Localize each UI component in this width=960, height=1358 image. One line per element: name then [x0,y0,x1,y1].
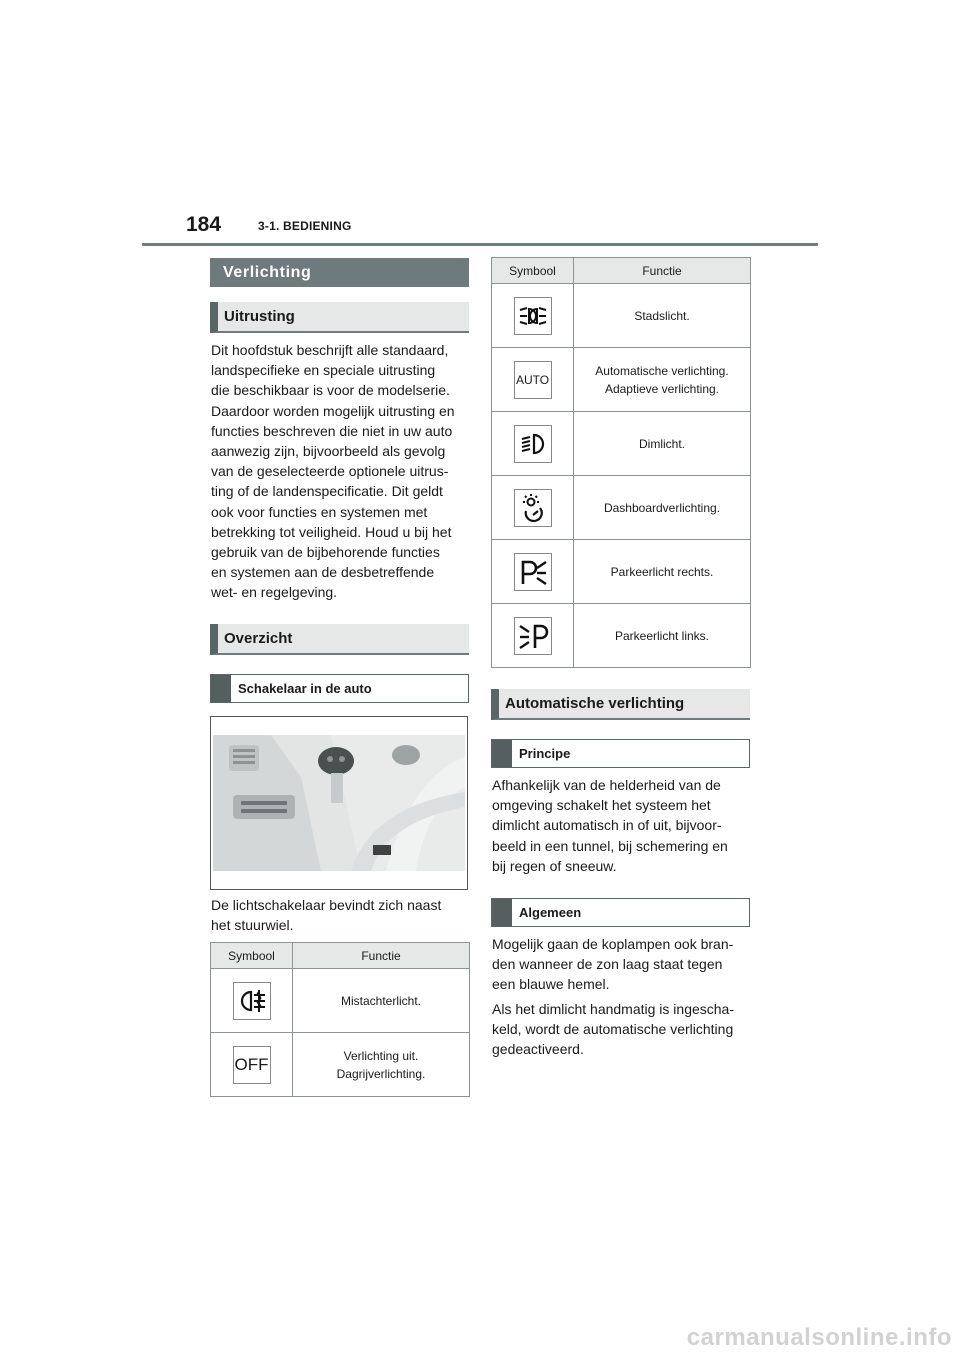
equipment-line: gebruik van de bijbehorende functies [211,544,440,561]
function-text: Stadslicht. [634,308,690,323]
function-text: Dashboardverlichting. [603,500,721,515]
page-number: 184 [186,213,222,236]
principle-line: Afhankelijk van de helderheid van de [492,777,721,793]
principle-text [492,775,754,876]
column-header-symbol: Symbool [492,258,574,284]
function-text: Automatische verlichting. [595,363,729,378]
equipment-line: ook voor functies en systemen met [211,503,428,520]
table-row [492,604,751,668]
general-heading [491,898,750,927]
equipment-line: ting of de landenspecificatie. Dit geldt [211,483,443,500]
principle-line: beeld in een tunnel, bij schemering en [492,837,728,854]
dashboard-illustration [211,717,467,889]
auto-lighting-heading [491,689,750,720]
general-line: den wanneer de zon laag staat tegen [492,956,723,973]
equipment-line: en systemen aan de desbetreffende [211,564,435,581]
general-heading-text: Algemeen [519,905,582,920]
auto-icon [514,361,552,399]
table-row [492,540,751,604]
function-text: Parkeerlicht rechts. [610,564,714,579]
parking-right-icon [514,553,552,591]
principle-line: bij regen of sneeuw. [492,857,617,874]
equipment-line: van de geselecteerde optionele uitrus- [211,463,449,480]
header-rule [142,243,818,246]
equipment-line: Dit hoofdstuk beschrijft alle standaard, [211,342,449,358]
equipment-line: betrekking tot veiligheid. Houd u bij het [211,523,452,540]
general-line: Als het dimlicht handmatig is ingescha- [492,1001,735,1017]
function-text: Dagrijverlichting. [336,1066,426,1081]
general-line: gedeactiveerd. [492,1041,584,1058]
principle-heading [491,739,750,768]
auto-icon-text: AUTO [515,372,550,387]
off-icon [233,1046,271,1084]
equipment-line: functies beschreven die niet in uw auto [211,422,453,439]
general-text-1 [492,934,754,995]
dashboard-light-icon [514,489,552,527]
table-row [492,348,751,412]
heading-marker [492,740,512,767]
low-beam-icon [514,425,552,463]
column-header-symbol: Symbool [211,943,293,969]
watermark: carmanualsonline.info [686,1324,952,1351]
equipment-line: landspecifieke en speciale uitrusting [211,362,436,379]
table-row [211,969,470,1033]
switch-caption [211,895,471,935]
light-switch-figure [210,716,468,890]
fog-light-icon [233,982,271,1020]
parking-light-icon [514,297,552,335]
function-text: Dimlicht. [638,436,685,451]
switch-heading-text: Schakelaar in de auto [238,681,372,696]
auto-lighting-heading-text: Automatische verlichting [505,695,685,712]
general-line: een blauwe hemel. [492,976,610,993]
general-line: keld, wordt de automatische verlichting [492,1021,734,1038]
equipment-heading-text: Uitrusting [224,308,295,325]
function-text: Mistachterlicht. [340,993,422,1008]
table-row [492,412,751,476]
column-header-function: Functie [293,943,470,969]
column-header-function: Functie [574,258,751,284]
equipment-text [211,340,471,603]
function-text: Verlichting uit. [343,1048,419,1063]
right-symbol-table [491,257,751,668]
caption-line: De lichtschakelaar bevindt zich naast [211,897,442,913]
left-symbol-table [210,942,470,1097]
general-text-2 [492,999,754,1060]
equipment-line: Daardoor worden mogelijk uitrusting en [211,402,455,419]
equipment-line: aanwezig zijn, bijvoorbeeld als gevolg [211,443,446,460]
equipment-heading [210,302,469,333]
table-row [211,1033,470,1097]
principle-heading-text: Principe [519,746,571,761]
off-icon-text: OFF [234,1054,269,1074]
equipment-line: wet- en regelgeving. [211,584,338,601]
heading-marker [492,899,512,926]
equipment-line: die beschikbaar is voor de modelserie. [211,382,450,399]
table-row [492,284,751,348]
table-row [492,476,751,540]
heading-marker [211,675,231,702]
switch-heading [210,674,469,703]
general-line: Mogelijk gaan de koplampen ook bran- [492,936,734,952]
function-text: Adaptieve verlichting. [604,381,720,396]
section-title: Verlichting [210,258,469,287]
principle-line: omgeving schakelt het systeem het [492,797,711,814]
principle-line: dimlicht automatisch in of uit, bijvoor- [492,817,722,834]
parking-left-icon [514,617,552,655]
caption-line: het stuurwiel. [211,917,294,934]
chapter-title: 3-1. BEDIENING [258,219,352,233]
function-text: Parkeerlicht links. [614,628,710,643]
overview-heading-text: Overzicht [224,630,293,647]
overview-heading [210,624,469,655]
